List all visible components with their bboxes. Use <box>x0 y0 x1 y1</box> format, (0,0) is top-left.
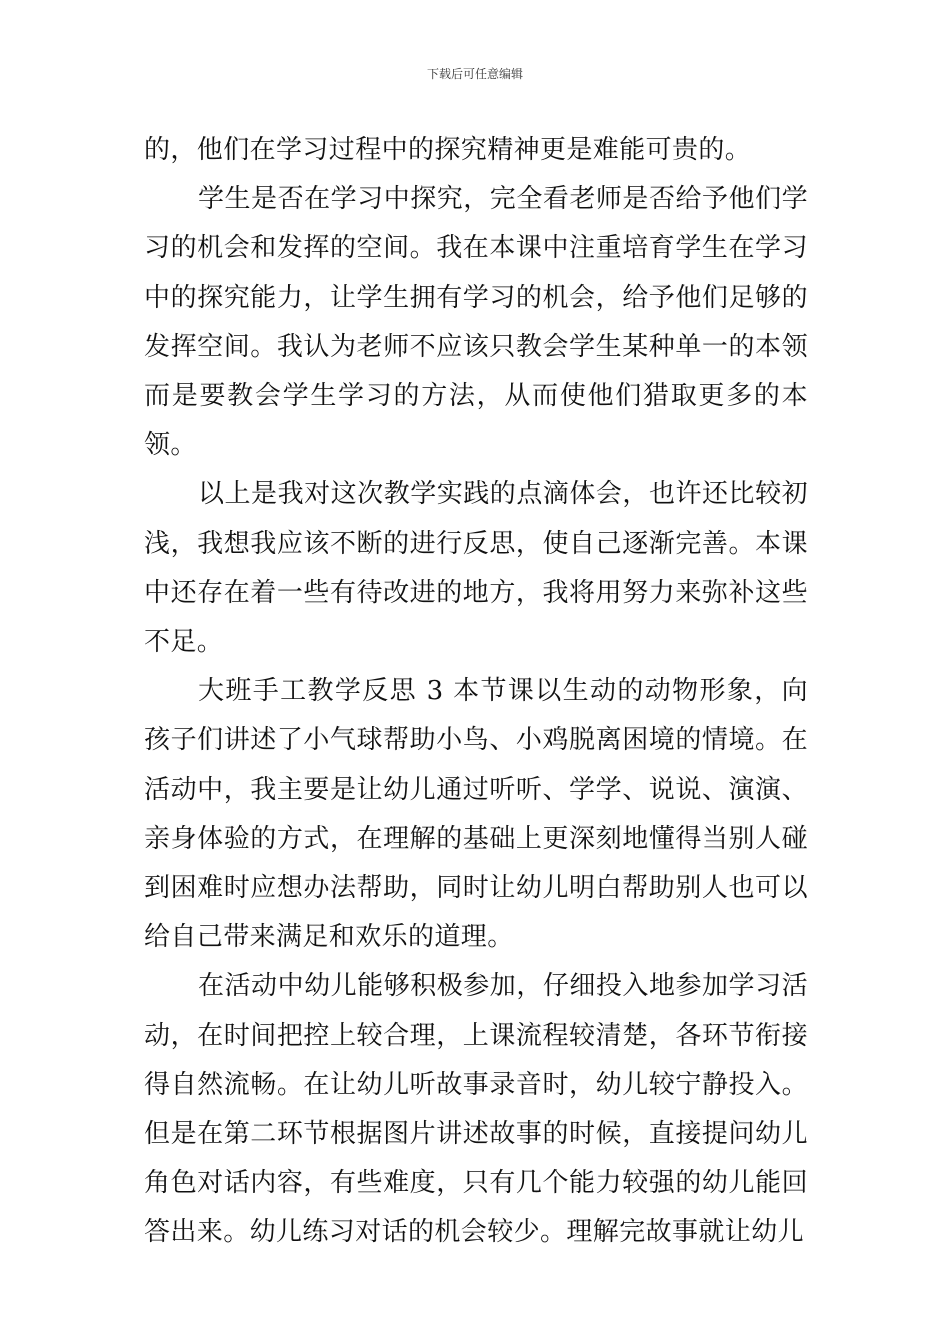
paragraph-2: 学生是否在学习中探究，完全看老师是否给予他们学习的机会和发挥的空间。我在本课中注重培育学生在学习中的探究能力，让学生拥有学习的机会，给予他们足够的发挥空间。我认为老师不应该只教会学生某种单一的本领而是要教会学生学习的方法，从而使他们猎取更多的本领。 <box>144 184 808 461</box>
paragraph-3: 以上是我对这次教学实践的点滴体会，也许还比较初浅，我想我应该不断的进行反思，使自己逐渐完善。本课中还存在着一些有待改进的地方，我将用努力来弥补这些不足。 <box>144 479 808 658</box>
paragraph-1: 的，他们在学习过程中的探究精神更是难能可贵的。 <box>144 135 752 165</box>
paragraph-4: 大班手工教学反思 3 本节课以生动的动物形象，向孩子们讲述了小气球帮助小鸟、小鸡脱离困境的情境。在活动中，我主要是让幼儿通过听听、学学、说说、演演、亲身体验的方式，在理解的基础上更深刻地懂得当别人碰到困难时应想办法帮助，同时让幼儿明白帮助别人也可以给自己带来满足和欢乐的道理。 <box>144 676 808 953</box>
page-header: 下载后可任意编辑 <box>426 67 523 81</box>
document-body <box>144 126 808 1258</box>
paragraph-5: 在活动中幼儿能够积极参加，仔细投入地参加学习活动，在时间把控上较合理，上课流程较清楚，各环节衔接得自然流畅。在让幼儿听故事录音时，幼儿较宁静投入。但是在第二环节根据图片讲述故事的时候，直接提问幼儿角色对话内容，有些难度，只有几个能力较强的幼儿能回答出来。幼儿练习对话的机会较少。理解完故事就让幼儿 <box>144 971 808 1248</box>
